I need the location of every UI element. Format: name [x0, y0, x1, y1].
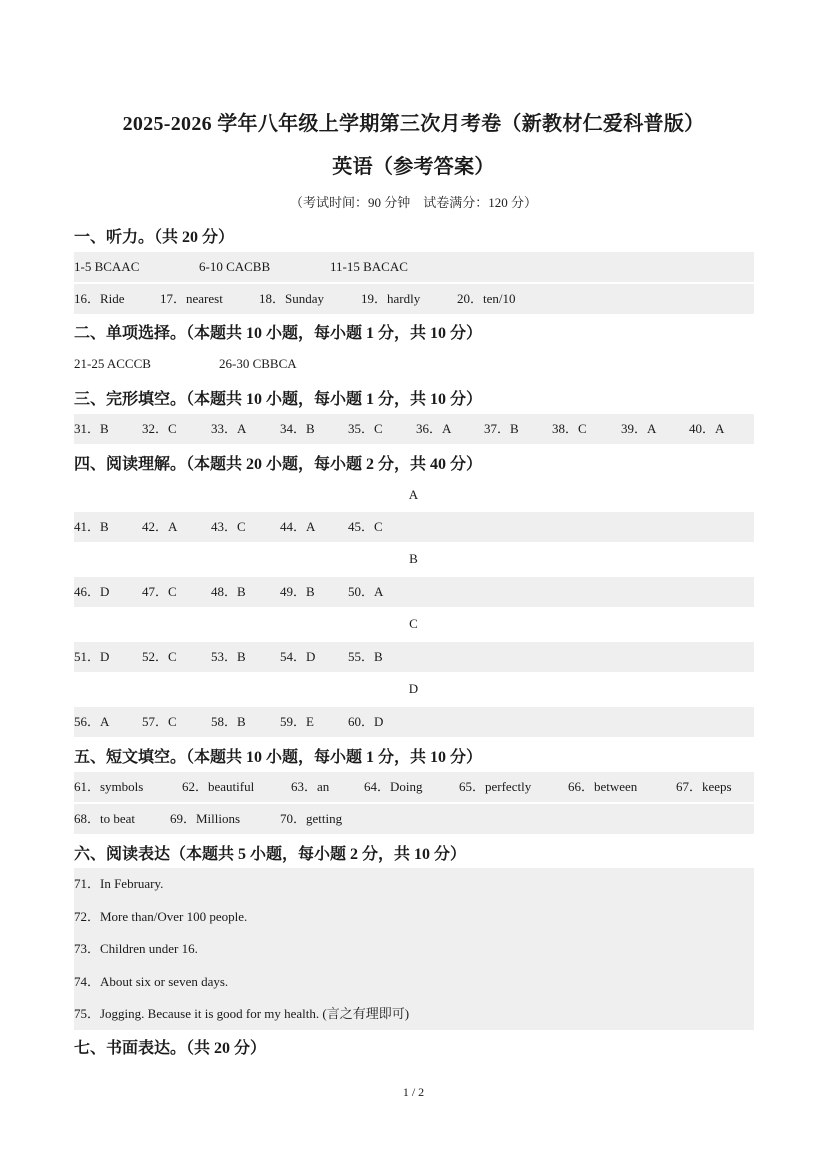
- section-heading-reading: 四、阅读理解。（本题共 20 小题，每小题 2 分，共 40 分）: [74, 456, 483, 473]
- answer-row: [74, 252, 754, 282]
- answer-row: [74, 934, 754, 964]
- answer-item: 38．C: [552, 421, 587, 436]
- answer-item: 31．B: [74, 421, 109, 436]
- answer-item: 55．B: [348, 649, 383, 664]
- answer-item: 56．A: [74, 714, 110, 729]
- answer-item: 59．E: [280, 714, 314, 729]
- answer-item: 65．perfectly: [459, 779, 532, 794]
- answer-item: 61．symbols: [74, 779, 144, 794]
- section-heading-cloze: 三、完形填空。（本题共 10 小题，每小题 1 分，共 10 分）: [74, 391, 483, 408]
- answer-item: 70．getting: [280, 811, 343, 826]
- answer-row: [74, 772, 754, 802]
- section-heading-listening: 一、听力。（共 20 分）: [74, 229, 235, 246]
- answer-item: 18．Sunday: [259, 291, 325, 306]
- answer-row: [74, 414, 754, 444]
- answer-item: 43．C: [211, 519, 246, 534]
- answer-item: 74．About six or seven days.: [74, 974, 229, 989]
- answer-item: 64．Doing: [364, 779, 423, 794]
- answer-item: 34．B: [280, 421, 315, 436]
- passage-label: A: [408, 487, 419, 502]
- answer-item: 37．B: [484, 421, 519, 436]
- page-number: 1 / 2: [402, 1085, 425, 1099]
- answer-item: 46．D: [74, 584, 110, 599]
- answer-item: 53．B: [211, 649, 246, 664]
- answer-row: [74, 902, 754, 932]
- answer-item: 36．A: [416, 421, 452, 436]
- answer-item: 54．D: [280, 649, 316, 664]
- passage-label: D: [408, 681, 419, 696]
- answer-row: [74, 349, 754, 379]
- answer-item: 62．beautiful: [182, 779, 255, 794]
- section-heading-single-choice: 二、单项选择。（本题共 10 小题，每小题 1 分，共 10 分）: [74, 325, 483, 342]
- page-title: 2025-2026 学年八年级上学期第三次月考卷（新教材仁爱科普版）: [122, 113, 705, 135]
- answer-item: 50．A: [348, 584, 384, 599]
- answer-row: [74, 512, 754, 542]
- answer-item: 71．In February.: [74, 876, 164, 891]
- answer-item: 32．C: [142, 421, 177, 436]
- answer-item: 60．D: [348, 714, 384, 729]
- page-subtitle: 英语（参考答案）: [332, 156, 495, 178]
- answer-item: 11-15 BACAC: [330, 259, 408, 274]
- answer-item: 67．keeps: [676, 779, 732, 794]
- answer-item: 75．Jogging. Because it is good for my health. (言之有理即可): [74, 1006, 410, 1021]
- answer-item: 19．hardly: [361, 291, 421, 306]
- answer-item: 51．D: [74, 649, 110, 664]
- answer-row: [74, 707, 754, 737]
- section-heading-expression: 六、阅读表达（本题共 5 小题，每小题 2 分，共 10 分）: [74, 846, 467, 863]
- answer-row: [74, 999, 754, 1029]
- answer-row: [74, 284, 754, 314]
- answer-item: 47．C: [142, 584, 177, 599]
- answer-item: 35．C: [348, 421, 383, 436]
- answer-item: 6-10 CACBB: [199, 259, 271, 274]
- answer-item: 49．B: [280, 584, 315, 599]
- passage-label: B: [409, 551, 418, 566]
- answer-item: 69．Millions: [170, 811, 241, 826]
- answer-row: [74, 577, 754, 607]
- answer-item: 68．to beat: [74, 811, 136, 826]
- answer-item: 39．A: [621, 421, 657, 436]
- section-heading-fill: 五、短文填空。（本题共 10 小题，每小题 1 分，共 10 分）: [74, 749, 483, 766]
- passage-label: C: [409, 616, 418, 631]
- answer-item: 17．nearest: [160, 291, 223, 306]
- answer-item: 44．A: [280, 519, 316, 534]
- exam-info: （考试时间：90 分钟 试卷满分：120 分）: [289, 195, 537, 210]
- answer-item: 1-5 BCAAC: [74, 259, 140, 274]
- section-heading-writing: 七、书面表达。（共 20 分）: [74, 1040, 267, 1057]
- answer-item: 66．between: [568, 779, 638, 794]
- answer-item: 33．A: [211, 421, 247, 436]
- answer-item: 63．an: [291, 779, 330, 794]
- answer-item: 21-25 ACCCB: [74, 356, 151, 371]
- answer-item: 42．A: [142, 519, 178, 534]
- answer-item: 40．A: [689, 421, 725, 436]
- answer-item: 20．ten/10: [457, 291, 516, 306]
- answer-item: 57．C: [142, 714, 177, 729]
- answer-row: [74, 642, 754, 672]
- answer-row: [74, 967, 754, 997]
- answer-item: 48．B: [211, 584, 246, 599]
- answer-item: 16．Ride: [74, 291, 125, 306]
- answer-item: 41．B: [74, 519, 109, 534]
- answer-row: [74, 804, 754, 834]
- answer-item: 73．Children under 16.: [74, 941, 198, 956]
- answer-item: 58．B: [211, 714, 246, 729]
- answer-item: 72．More than/Over 100 people.: [74, 909, 248, 924]
- answer-item: 45．C: [348, 519, 383, 534]
- answer-item: 52．C: [142, 649, 177, 664]
- answer-item: 26-30 CBBCA: [219, 356, 297, 371]
- answer-row: [74, 869, 754, 899]
